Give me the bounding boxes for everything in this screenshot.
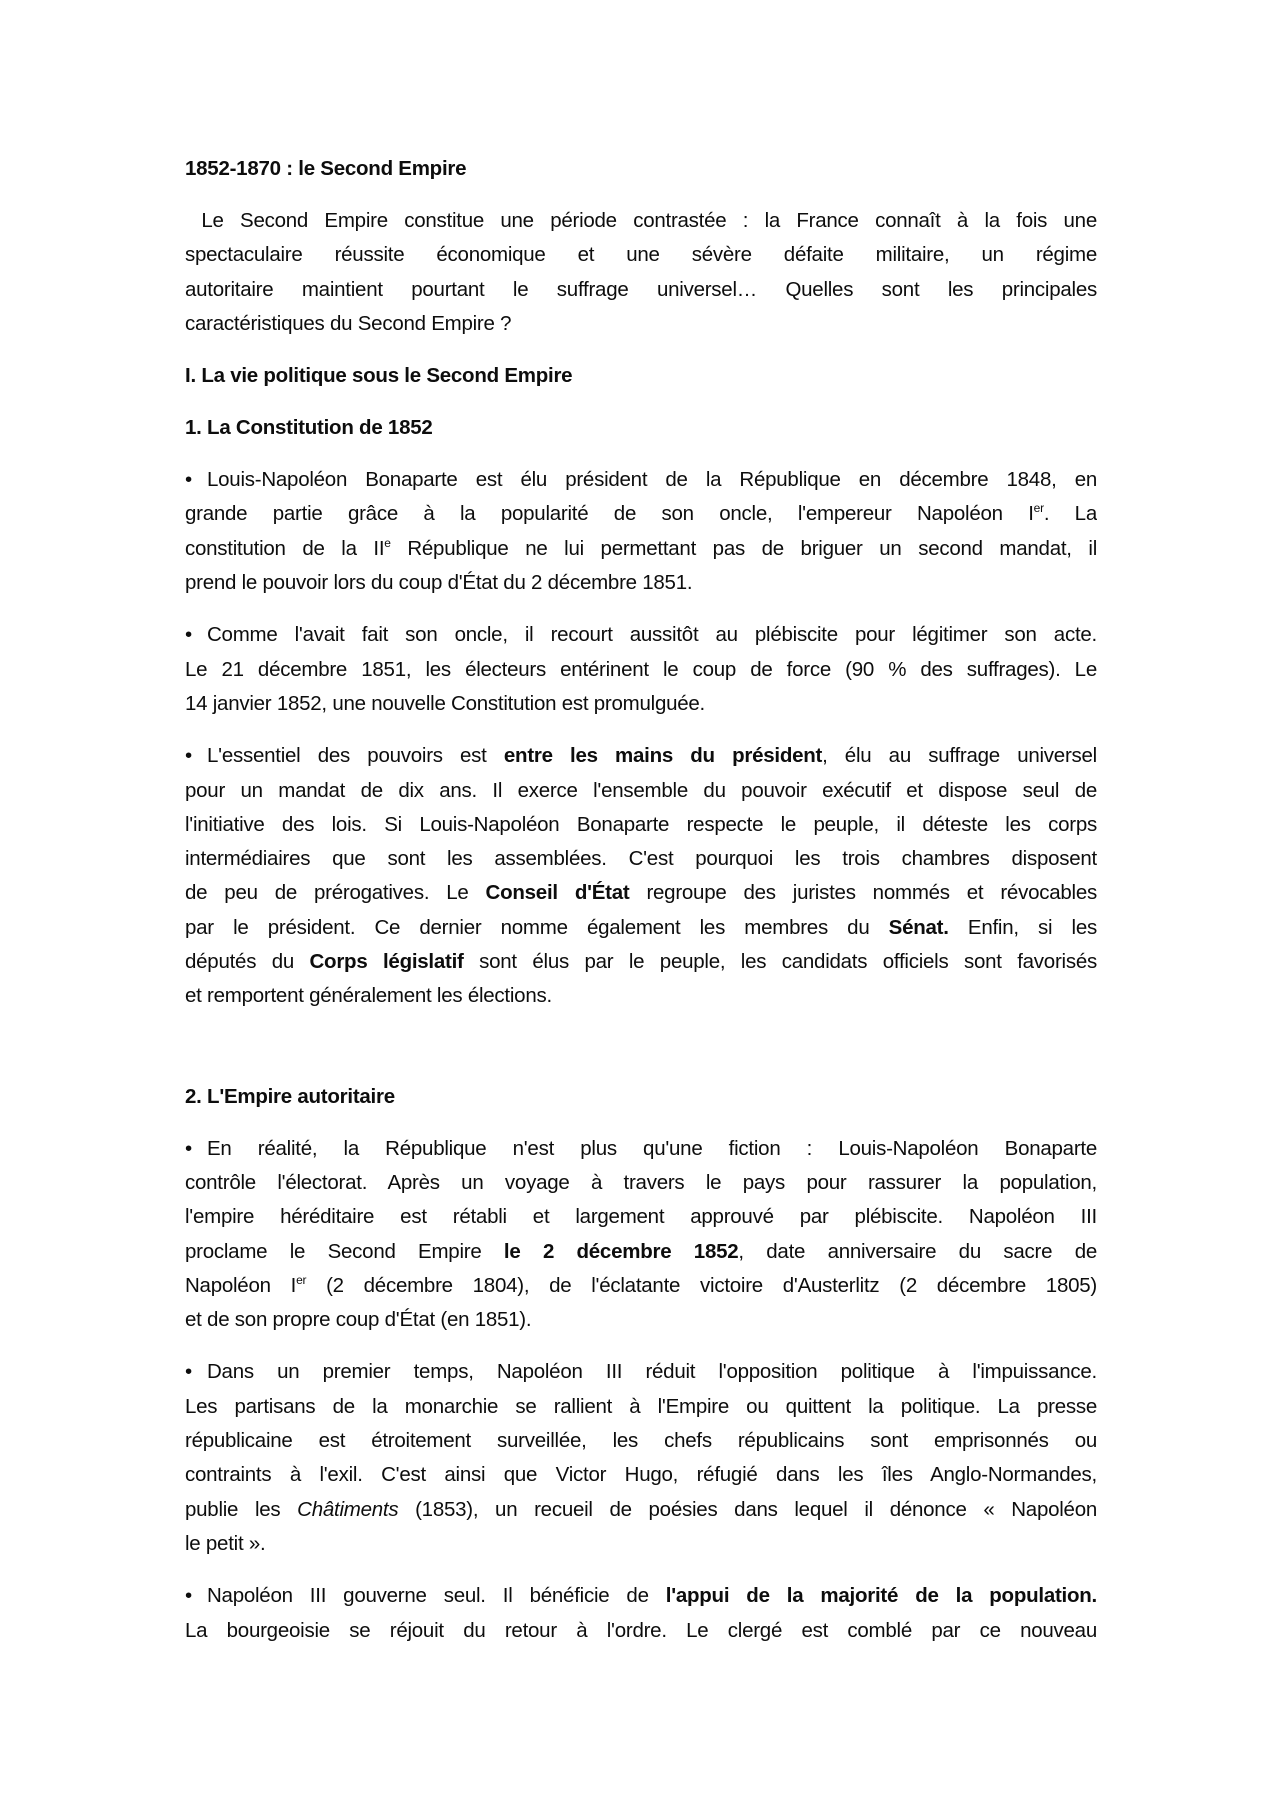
bullet-icon: • <box>185 1584 192 1608</box>
superscript: er <box>296 1272 307 1287</box>
paragraph-line: contrôle l'électorat. Après un voyage à travers le pays pour rassurer la population, <box>185 1170 1097 1194</box>
paragraph-line: contraints à l'exil. C'est ainsi que Victor Hugo, réfugié dans les îles Anglo-Normandes, <box>185 1463 1097 1487</box>
paragraph-line: proclame le Second Empire le 2 décembre 1852, date anniversaire du sacre de <box>185 1239 1097 1263</box>
paragraph-line: 14 janvier 1852, une nouvelle Constitution est promulguée. <box>185 691 705 715</box>
paragraph-line: Napoléon Ier (2 décembre 1804), de l'éclatante victoire d'Austerlitz (2 décembre 1805) <box>185 1272 1097 1297</box>
italic-title: Châtiments <box>297 1497 399 1521</box>
part-heading: I. La vie politique sous le Second Empire <box>185 364 573 388</box>
bold-emphasis: Conseil d'État <box>485 881 630 905</box>
bold-emphasis: Corps législatif <box>309 950 464 974</box>
bullet-paragraph <box>185 1355 1097 1561</box>
bullet-icon: • <box>185 623 192 647</box>
bullet-icon: • <box>185 744 192 768</box>
bullet-paragraph <box>185 618 1097 721</box>
bullet-icon: • <box>185 468 192 492</box>
intro-line: caractéristiques du Second Empire ? <box>185 311 512 335</box>
document-body <box>185 152 1097 1666</box>
paragraph-line: • L'essentiel des pouvoirs est entre les mains du président, élu au suffrage universel <box>185 739 1097 773</box>
paragraph-line: l'initiative des lois. Si Louis-Napoléon Bonaparte respecte le peuple, il déteste les corps <box>185 812 1097 836</box>
paragraph-line: prend le pouvoir lors du coup d'État du 2 décembre 1851. <box>185 571 693 595</box>
paragraph-line: Le 21 décembre 1851, les électeurs entérinent le coup de force (90 % des suffrages). Le <box>185 657 1097 681</box>
bullet-icon: • <box>185 1136 192 1160</box>
paragraph-line: et remportent généralement les élections. <box>185 984 552 1008</box>
intro-line: spectaculaire réussite économique et une sévère défaite militaire, un régime <box>185 243 1097 267</box>
superscript: er <box>1033 501 1044 516</box>
paragraph-line: La bourgeoisie se réjouit du retour à l'ordre. Le clergé est comblé par ce nouveau <box>185 1618 1097 1642</box>
paragraph-line: • Comme l'avait fait son oncle, il recourt aussitôt au plébiscite pour légitimer son acte. <box>185 618 1097 652</box>
paragraph-line: constitution de la IIe République ne lui permettant pas de briguer un second mandat, il <box>185 535 1097 560</box>
intro-line: Le Second Empire constitue une période contrastée : la France connaît à la fois une <box>185 209 1097 232</box>
paragraph-line: l'empire héréditaire est rétabli et largement approuvé par plébiscite. Napoléon III <box>185 1205 1097 1229</box>
bullet-paragraph <box>185 463 1097 600</box>
bullet-paragraph <box>185 739 1097 1013</box>
paragraph-line: Les partisans de la monarchie se rallient à l'Empire ou quittent la politique. La presse <box>185 1394 1097 1418</box>
bullet-paragraph <box>185 1579 1097 1648</box>
paragraph-line: républicaine est étroitement surveillée, les chefs républicains sont emprisonnés ou <box>185 1429 1097 1453</box>
bold-emphasis: entre les mains du président <box>503 744 823 768</box>
paragraph-line: pour un mandat de dix ans. Il exerce l'ensemble du pouvoir exécutif et dispose seul de <box>185 778 1097 802</box>
bullet-paragraph <box>185 1132 1097 1338</box>
bullet-icon: • <box>185 1360 192 1384</box>
empty-paragraph <box>185 1032 1097 1080</box>
paragraph-line: députés du Corps législatif sont élus par le peuple, les candidats officiels sont favorisés <box>185 950 1097 974</box>
paragraph-line: de peu de prérogatives. Le Conseil d'État regroupe des juristes nommés et révocables <box>185 881 1097 905</box>
bold-emphasis: l'appui de la majorité de la population. <box>665 1584 1097 1608</box>
intro-paragraph <box>185 204 1097 341</box>
superscript: e <box>384 535 391 550</box>
paragraph-line: grande partie grâce à la popularité de son oncle, l'empereur Napoléon Ier. La <box>185 501 1097 526</box>
section-heading: 2. L'Empire autoritaire <box>185 1084 395 1108</box>
paragraph-line: publie les Châtiments (1853), un recueil de poésies dans lequel il dénonce « Napoléon <box>185 1497 1097 1521</box>
paragraph-line: le petit ». <box>185 1531 266 1555</box>
bold-emphasis: Sénat. <box>888 915 949 939</box>
intro-line: autoritaire maintient pourtant le suffrage universel… Quelles sont les principales <box>185 277 1097 301</box>
document-title: 1852-1870 : le Second Empire <box>185 157 467 180</box>
section-heading: 1. La Constitution de 1852 <box>185 416 433 440</box>
paragraph-line: intermédiaires que sont les assemblées. C'est pourquoi les trois chambres disposent <box>185 847 1097 871</box>
paragraph-line: • Dans un premier temps, Napoléon III réduit l'opposition politique à l'impuissance. <box>185 1355 1097 1389</box>
paragraph-line: • En réalité, la République n'est plus qu'une fiction : Louis-Napoléon Bonaparte <box>185 1132 1097 1166</box>
paragraph-line: • Napoléon III gouverne seul. Il bénéficie de l'appui de la majorité de la population. <box>185 1579 1097 1613</box>
bold-emphasis: le 2 décembre 1852 <box>503 1239 739 1263</box>
paragraph-line: • Louis-Napoléon Bonaparte est élu président de la République en décembre 1848, en <box>185 463 1097 497</box>
paragraph-line: par le président. Ce dernier nomme également les membres du Sénat. Enfin, si les <box>185 915 1097 939</box>
paragraph-line: et de son propre coup d'État (en 1851). <box>185 1308 532 1332</box>
